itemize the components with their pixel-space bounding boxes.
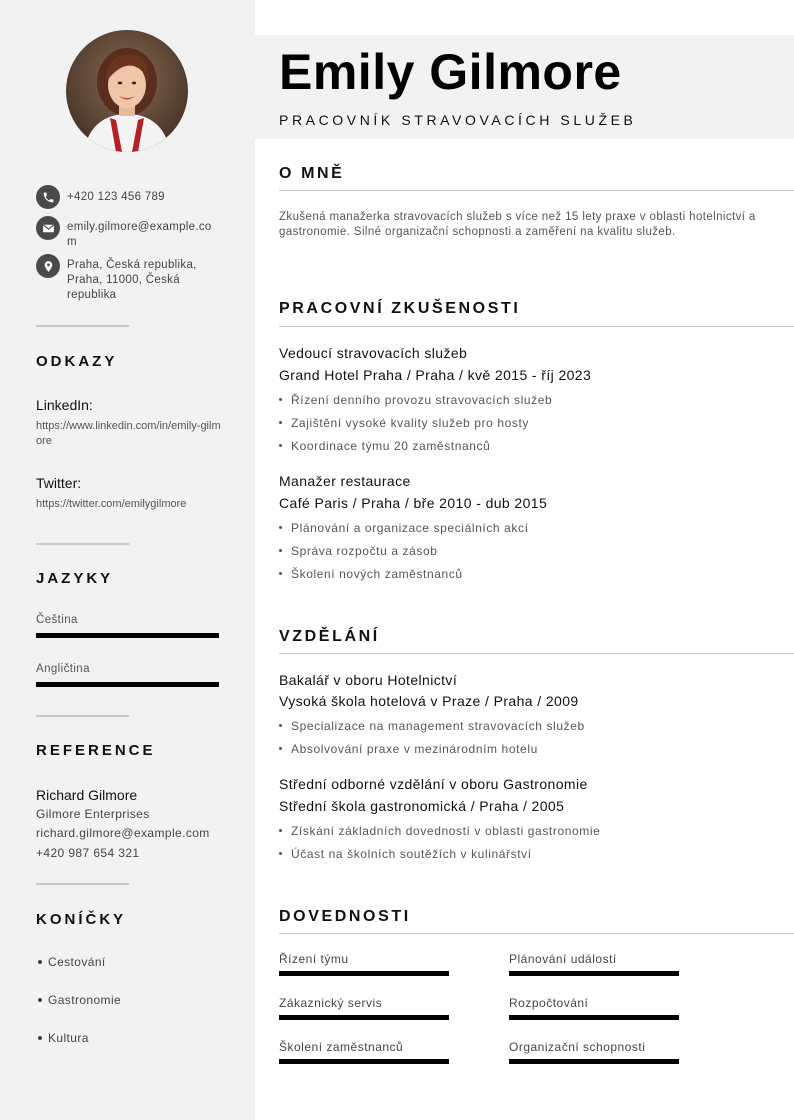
divider (36, 715, 129, 717)
education-bullet (279, 719, 585, 733)
skill-level-bar (279, 1015, 449, 1020)
education-bullet (279, 742, 538, 756)
skill-level-bar (279, 971, 449, 976)
bullet-text: Řízení denního provozu stravovacích služeb (291, 393, 553, 407)
bullet-text: Získání základních dovedností v oblasti gastronomie (291, 824, 601, 838)
address-text: Praha, Česká republika, Praha, 11000, Česká republika (67, 259, 197, 301)
linkedin-label: LinkedIn: (36, 397, 93, 413)
education-bullet (279, 824, 600, 838)
main-content (255, 0, 794, 1120)
hobby-item (38, 955, 106, 969)
divider (36, 883, 129, 885)
contact-address (36, 254, 207, 303)
job-bullet (279, 567, 463, 581)
bullet-text: Správa rozpočtu a zásob (291, 544, 438, 558)
job-title: Vedoucí stravovacích služeb (279, 345, 468, 361)
section-rule (279, 190, 794, 191)
education-heading: VZDĚLÁNÍ (279, 628, 380, 645)
divider (36, 325, 129, 327)
skill-name: Školení zaměstnanců (279, 1040, 404, 1054)
skill-name: Plánování událostí (509, 952, 617, 966)
phone-text: +420 123 456 789 (67, 191, 165, 203)
profile-name: Emily Gilmore (279, 44, 622, 100)
bullet-text: Specializace na management stravovacích služeb (291, 719, 585, 733)
email-text[interactable]: emily.gilmore@example.com (67, 221, 212, 248)
skill-level-bar (509, 971, 679, 976)
bullet-dot (279, 572, 282, 575)
job-bullet (279, 393, 552, 407)
bullet-dot (279, 421, 282, 424)
job-bullet (279, 521, 529, 535)
hobby-item (38, 993, 121, 1007)
skill-level-bar (279, 1059, 449, 1064)
about-heading: O MNĚ (279, 165, 345, 182)
language-name: Angličtina (36, 663, 90, 675)
reference-company: Gilmore Enterprises (36, 807, 150, 821)
bullet-dot (279, 829, 282, 832)
education-subtitle: Střední škola gastronomická / Praha / 2005 (279, 798, 565, 814)
hobby-text: Gastronomie (48, 993, 122, 1007)
about-text: Zkušená manažerka stravovacích služeb s více než 15 lety praxe v oblasti hotelnictví a gastronomie. Silné organizační schopnosti a zaměření na kvalitu služeb. (279, 211, 756, 238)
skills-heading: DOVEDNOSTI (279, 908, 411, 925)
education-title: Střední odborné vzdělání v oboru Gastronomie (279, 776, 588, 792)
education-title: Bakalář v oboru Hotelnictví (279, 672, 458, 688)
bullet-text: Zajištění vysoké kvality služeb pro hosty (291, 416, 530, 430)
email-icon (36, 216, 60, 240)
divider (36, 543, 129, 545)
skill-name: Zákaznický servis (279, 996, 383, 1010)
profile-photo (66, 30, 188, 152)
bullet-dot (279, 549, 282, 552)
language-name: Čeština (36, 614, 78, 626)
languages-heading: JAZYKY (36, 570, 114, 587)
reference-heading: REFERENCE (36, 742, 156, 759)
job-bullet (279, 439, 490, 453)
hobby-text: Kultura (48, 1031, 89, 1045)
location-icon (36, 254, 60, 278)
bullet-dot (279, 526, 282, 529)
experience-heading: PRACOVNÍ ZKUŠENOSTI (279, 300, 521, 317)
bullet-dot (279, 747, 282, 750)
bullet-text: Koordinace týmu 20 zaměstnanců (291, 439, 491, 453)
skill-name: Řízení týmu (279, 952, 349, 966)
bullet-dot (279, 444, 282, 447)
hobby-item (38, 1031, 89, 1045)
education-bullet (279, 847, 532, 861)
language-level-bar (36, 633, 219, 638)
linkedin-url[interactable]: https://www.linkedin.com/in/emily-gilmore (36, 420, 221, 447)
twitter-label: Twitter: (36, 475, 82, 491)
section-rule (279, 326, 794, 327)
reference-email[interactable]: richard.gilmore@example.com (36, 826, 210, 840)
job-bullet (279, 544, 438, 558)
phone-icon (36, 185, 60, 209)
skill-name: Organizační schopnosti (509, 1040, 646, 1054)
bullet-dot (279, 398, 282, 401)
bullet-dot (38, 998, 42, 1002)
job-subtitle: Café Paris / Praha / bře 2010 - dub 2015 (279, 495, 548, 511)
bullet-text: Školení nových zaměstnanců (291, 567, 463, 581)
section-rule (279, 653, 794, 654)
bullet-dot (38, 1036, 42, 1040)
job-title: Manažer restaurace (279, 473, 411, 489)
contact-phone (36, 185, 217, 209)
skill-level-bar (509, 1015, 679, 1020)
skill-level-bar (509, 1059, 679, 1064)
hobby-text: Cestování (48, 955, 106, 969)
bullet-text: Účast na školních soutěžích v kulinářství (291, 847, 532, 861)
contact-email (36, 216, 217, 250)
bullet-text: Plánování a organizace speciálních akcí (291, 521, 529, 535)
education-subtitle: Vysoká škola hotelová v Praze / Praha / 2009 (279, 693, 579, 709)
section-rule (279, 933, 794, 934)
hobbies-heading: KONÍČKY (36, 911, 127, 928)
job-bullet (279, 416, 529, 430)
links-heading: ODKAZY (36, 353, 118, 370)
job-subtitle: Grand Hotel Praha / Praha / kvě 2015 - říj 2023 (279, 367, 592, 383)
language-level-bar (36, 682, 219, 687)
skill-name: Rozpočtování (509, 996, 589, 1010)
profile-role: PRACOVNÍK STRAVOVACÍCH SLUŽEB (279, 112, 637, 128)
bullet-text: Absolvování praxe v mezinárodním hotelu (291, 742, 538, 756)
bullet-dot (279, 852, 282, 855)
sidebar (0, 0, 255, 1120)
reference-name: Richard Gilmore (36, 787, 138, 803)
reference-phone: +420 987 654 321 (36, 846, 140, 860)
bullet-dot (38, 960, 42, 964)
twitter-url[interactable]: https://twitter.com/emilygilmore (36, 498, 187, 510)
bullet-dot (279, 724, 282, 727)
